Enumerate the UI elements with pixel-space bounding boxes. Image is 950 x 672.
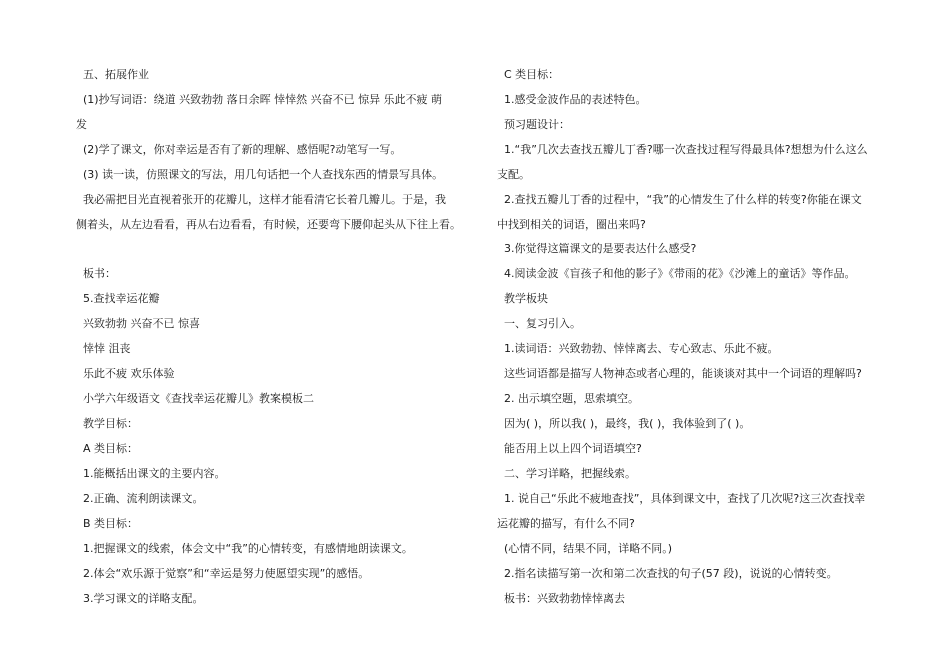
b-goals-title: B 类目标：: [83, 517, 139, 530]
section-1-item-1: 1.读词语：兴致勃勃、悻悻离去、专心致志、乐此不疲。: [504, 342, 779, 355]
section-1-item-2: 这些词语都是描写人物神态或者心理的，能谈谈对其中一个词语的理解吗?: [504, 367, 862, 380]
c-goals-title: C 类目标：: [504, 68, 560, 81]
section-1-item-3: 2. 出示填空题，思索填空。: [504, 392, 639, 405]
homework-2: (2)学了课文，你对幸运是否有了新的理解、感悟呢?动笔写一写。: [83, 143, 402, 156]
question-4: 4.阅读金波《盲孩子和他的影子》《带雨的花》《沙滩上的童话》等作品。: [504, 267, 856, 280]
section-title-extension-homework: 五、拓展作业: [83, 68, 149, 81]
section-1-title: 一、复习引入。: [504, 317, 581, 330]
preview-questions-title: 预习题设计：: [504, 118, 570, 131]
question-1-line-2: 支配。: [497, 168, 530, 181]
quote-line-2: 侧着头，从左边看看，再从右边看看，有时候，还要弯下腰仰起头从下往上看。: [76, 218, 461, 231]
homework-3: (3) 读一读，仿照课文的写法，用几句话把一个人查找东西的情景写具体。: [83, 168, 444, 181]
section-1-item-5: 能否用上以上四个词语填空?: [504, 442, 642, 455]
quote-line-1: 我必需把目光直视着张开的花瓣儿，这样才能看清它长着几瓣儿。于是，我: [83, 193, 446, 206]
board-line-2: 兴致勃勃 兴奋不已 惊喜: [83, 317, 200, 330]
question-1-line-1: 1.“我”几次去查找五瓣儿丁香?哪一次查找过程写得最具体?想想为什么这么: [504, 143, 868, 156]
a-goal-1: 1.能概括出课文的主要内容。: [83, 467, 226, 480]
a-goal-2: 2.正确、流利朗读课文。: [83, 492, 204, 505]
c-goal-1: 1.感受金波作品的表述特色。: [504, 93, 647, 106]
section-2-item-1-line-2: 运花瓣的描写，有什么不同?: [497, 517, 635, 530]
question-2-line-1: 2.查找五瓣儿丁香的过程中，“我”的心情发生了什么样的转变?你能在课文: [504, 193, 862, 206]
section-2-item-2: (心情不同，结果不同，详略不同。): [504, 542, 673, 555]
section-1-fill-blank: 因为( )，所以我( )，最终，我( )，我体验到了( )。: [504, 417, 751, 430]
board-line-4: 乐此不疲 欢乐体验: [83, 367, 175, 380]
b-goal-3: 3.学习课文的详略支配。: [83, 592, 204, 605]
homework-1-line-1: (1)抄写词语：绕道 兴致勃勃 落日余晖 悻悻然 兴奋不已 惊异 乐此不疲 萌: [83, 93, 443, 106]
board-line-3: 悻悻 沮丧: [83, 342, 131, 355]
board-line-1: 5.查找幸运花瓣: [83, 292, 160, 305]
b-goal-1: 1.把握课文的线索，体会文中“我”的心情转变，有感情地朗读课文。: [83, 542, 413, 555]
teaching-goals-title: 教学目标：: [83, 417, 138, 430]
question-3: 3.你觉得这篇课文的是要表达什么感受?: [504, 242, 697, 255]
section-2-title: 二、学习详略，把握线索。: [504, 467, 636, 480]
a-goals-title: A 类目标：: [83, 442, 139, 455]
lesson-plan-title: 小学六年级语文《查找幸运花瓣儿》教案模板二: [83, 392, 314, 405]
teaching-blocks-title: 教学板块: [504, 292, 548, 305]
b-goal-2: 2.体会“欢乐源于觉察”和“幸运是努力使愿望实现”的感悟。: [83, 567, 370, 580]
section-2-item-1-line-1: 1. 说自己“乐此不疲地查找”，具体到课文中，查找了几次呢?这三次查找幸: [504, 492, 866, 505]
homework-1-line-2: 发: [76, 118, 87, 131]
section-2-board: 板书：兴致勃勃悻悻离去: [504, 592, 625, 605]
section-2-item-3: 2.指名读描写第一次和第二次查找的句子(57 段)，说说的心情转变。: [504, 567, 838, 580]
board-title: 板书：: [83, 267, 116, 280]
question-2-line-2: 中找到相关的词语，圈出来吗?: [497, 218, 646, 231]
